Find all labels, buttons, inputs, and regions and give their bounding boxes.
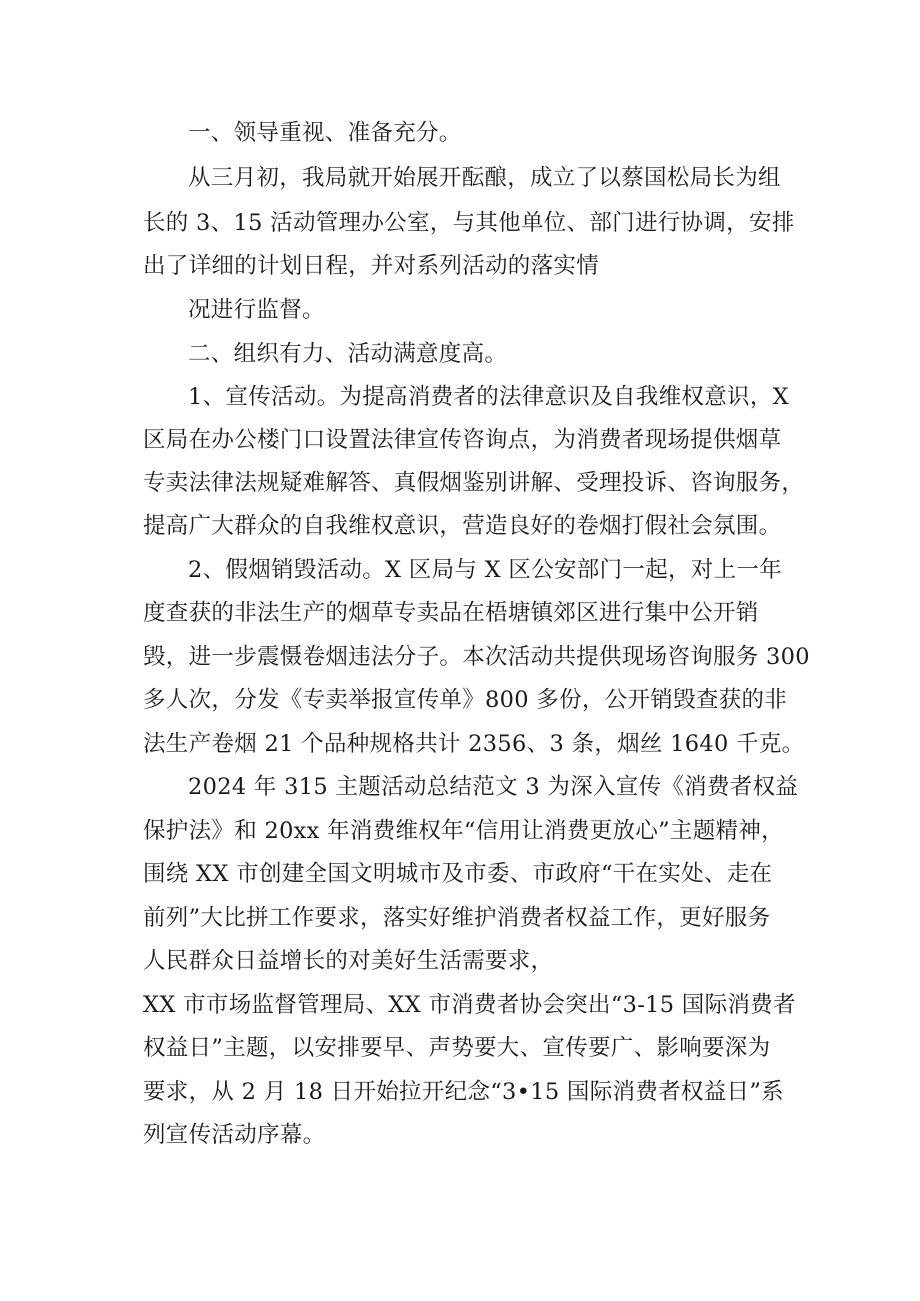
- heading-two: 二、组织有力、活动满意度高。: [188, 341, 508, 367]
- text-line: XX 市市场监督管理局、XX 市消费者协会突出“3-15 国际消费者: [143, 992, 796, 1018]
- text-line: 2、假烟销毁活动。X 区局与 X 区公安部门一起，对上一年: [188, 557, 783, 583]
- text-line: 专卖法律法规疑难解答、真假烟鉴别讲解、受理投诉、咨询服务，: [143, 470, 805, 496]
- heading-one: 一、领导重视、准备充分。: [188, 120, 462, 146]
- text-line: 出了详细的计划日程，并对系列活动的落实情: [143, 253, 600, 279]
- text-line: 多人次，分发《专卖举报宣传单》800 多份，公开销毁查获的非: [143, 687, 788, 713]
- text-line: 保护法》和 20xx 年消费维权年“信用让消费更放心”主题精神，: [143, 818, 784, 844]
- text-line: 权益日”主题，以安排要早、声势要大、宣传要广、影响要深为: [143, 1035, 771, 1061]
- text-line: 提高广大群众的自我维权意识，营造良好的卷烟打假社会氛围。: [143, 513, 782, 539]
- text-line: 长的 3、15 活动管理办公室，与其他单位、部门进行协调，安排: [143, 210, 795, 236]
- text-line: 从三月初，我局就开始展开酝酿，成立了以蔡国松局长为组: [188, 165, 781, 191]
- text-line: 人民群众日益增长的对美好生活需要求，: [143, 948, 554, 974]
- text-line: 度查获的非法生产的烟草专卖品在梧塘镇郊区进行集中公开销: [143, 600, 759, 626]
- text-line: 列宣传活动序幕。: [143, 1122, 326, 1148]
- text-line: 前列”大比拼工作要求，落实好维护消费者权益工作，更好服务: [143, 905, 771, 931]
- text-line: 毁，进一步震慑卷烟违法分子。本次活动共提供现场咨询服务 300: [143, 644, 810, 670]
- text-line: 2024 年 315 主题活动总结范文 3 为深入宣传《消费者权益: [188, 774, 799, 800]
- text-line: 区局在办公楼门口设置法律宣传咨询点，为消费者现场提供烟草: [143, 427, 782, 453]
- text-line: 围绕 XX 市创建全国文明城市及市委、市政府“干在实处、走在: [143, 861, 773, 887]
- text-line: 法生产卷烟 21 个品种规格共计 2356、3 条，烟丝 1640 千克。: [143, 731, 805, 757]
- text-line: 1、宣传活动。为提高消费者的法律意识及自我维权意识，X: [188, 384, 789, 410]
- text-line: 要求，从 2 月 18 日开始拉开纪念“3•15 国际消费者权益日”系: [143, 1079, 784, 1105]
- text-line: 况进行监督。: [188, 297, 325, 323]
